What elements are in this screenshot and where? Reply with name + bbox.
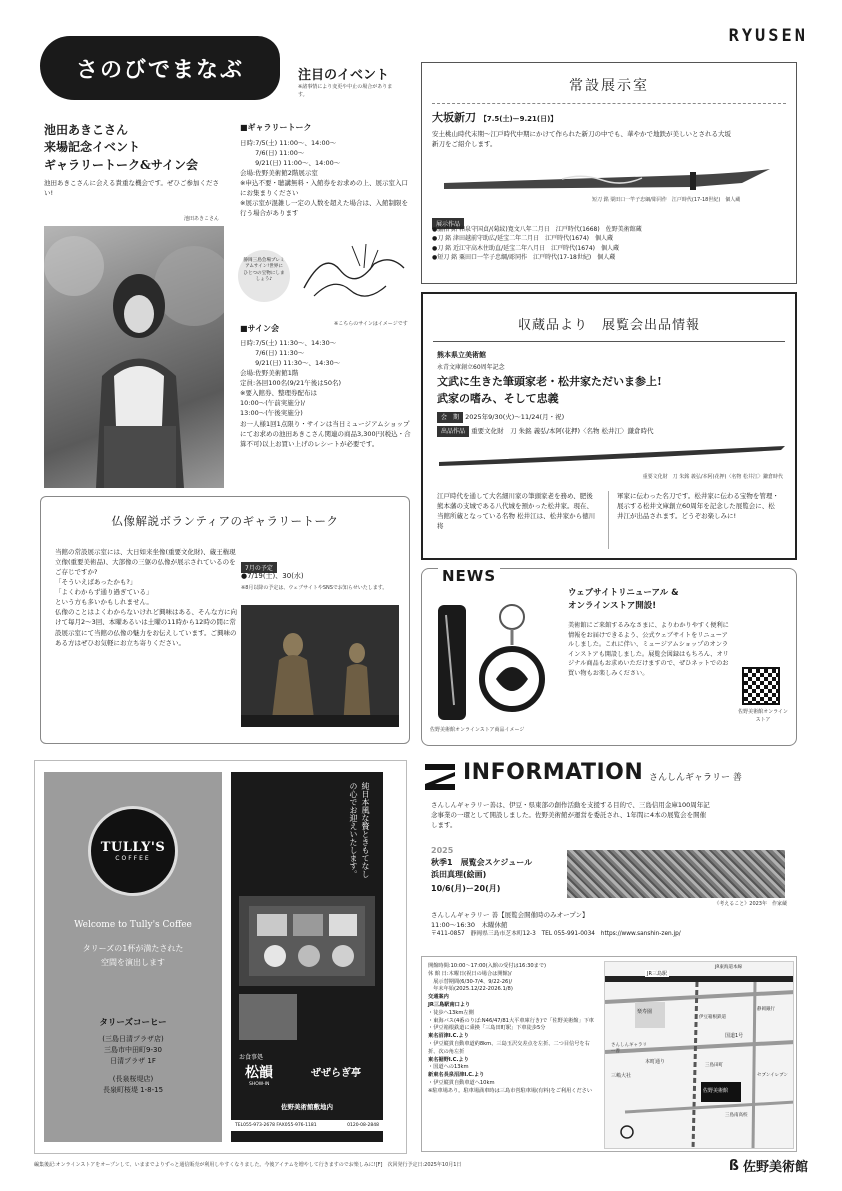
tullys-store: (三島日清プラザ店) xyxy=(102,1035,164,1043)
sign-line: 13:00〜(午後実施分) xyxy=(240,409,303,418)
map-label-sanshin: さんしんギャラリー善 xyxy=(611,1043,647,1054)
restaurant-ad xyxy=(231,772,383,1142)
artwork-image xyxy=(567,850,785,898)
sign-line: 会場:佐野美術館1階 xyxy=(240,369,299,378)
exhibit-title: 大坂新刀 xyxy=(432,111,476,124)
gallery-hours: 11:00〜16:30 木曜休館 xyxy=(431,921,508,930)
info-artist: 浜田真理(絵画) xyxy=(431,870,487,879)
info-title: INFORMATION xyxy=(463,760,644,785)
news-title-line: ウェブサイトリニューアル & xyxy=(568,588,679,598)
event-section xyxy=(44,118,414,488)
access-line: ・伊豆箱根鉄道に乗換「三島田町駅」下車徒歩5分 xyxy=(428,1025,546,1032)
sword-caption: 短刀 銘 粟田口一竿子忠綱/彫同作 江戸時代(17-18世紀) 個人蔵 xyxy=(592,197,741,203)
loan-museum: 熊本県立美術館 xyxy=(437,351,486,359)
access-section xyxy=(421,956,797,1152)
tullys-ad xyxy=(44,772,222,1142)
talk-line: 7/6(日) 11:00〜 xyxy=(240,149,305,158)
news-label: NEWS xyxy=(442,567,497,585)
sign-heading: ■サイン会 xyxy=(240,324,279,333)
talk-line: ※展示室が混雑し一定の人数を超えた場合は、入館制限を行う場合があります xyxy=(240,199,408,218)
buddha-body: 当館の常設展示室には、大日如来坐像(重要文化財)、蔵王権現立像(重要美術品)、大部像の三躯の仏像が展示されているのをご存じですか? xyxy=(55,548,236,577)
artwork-caption: 《考えること》2023年 作家蔵 xyxy=(714,901,787,907)
product-caption: 佐野美術館オンラインストア商品イメージ xyxy=(430,727,525,733)
event-title-line: 来場記念イベント xyxy=(44,140,141,155)
item-label: 出品作品 xyxy=(437,426,469,437)
info-dates: 10/6(月)ー20(月) xyxy=(431,884,501,893)
restaurant-freecall: 0120-08-2848 xyxy=(347,1123,379,1128)
schedule-label: 7月の予定 xyxy=(241,562,277,573)
column-logo xyxy=(40,36,280,100)
events-title: 注目のイベント xyxy=(298,68,390,83)
work-item: ●短刀 銘 粟田口一竿子忠綱/彫同作 江戸時代(17-18世紀) 個人蔵 xyxy=(432,253,616,261)
map-label-bank: 静岡銀行 xyxy=(757,1007,775,1012)
loan-headline: 文武に生きた筆頭家老・松井家ただいま参上! xyxy=(437,375,662,388)
signature-caption: ※こちらのサインはイメージです xyxy=(334,321,408,327)
news-badge xyxy=(438,567,500,585)
access-line: ・徒歩へ13km左側 xyxy=(428,1009,474,1016)
permanent-exhibit-section xyxy=(421,62,797,284)
map-label-line1: JR東海道本線 xyxy=(715,965,742,970)
loan-headline: 武家の嗜み、そして忠義 xyxy=(437,391,559,405)
sign-line: 日時:7/5(土) 11:30〜、14:30〜 xyxy=(240,339,337,347)
talk-line: ※申込不要・聴講無料・入館券をお求めの上、展示室入口にお集まりください xyxy=(240,179,408,198)
information-section xyxy=(421,760,797,956)
work-item: ●脇指 銘 和泉守国貞/(菊紋)寛文八年二月日 江戸時代(1668) 佐野美術館蔵 xyxy=(432,226,642,233)
info-schedule-title: 秋季1 展覧会スケジュール xyxy=(431,858,533,867)
restaurant-label-left: お食事処 xyxy=(239,1054,264,1061)
restaurant-heading-text: 純日本風な贅ときもてなしの心でお迎えいたします。 xyxy=(349,782,370,878)
event-title-line: 池田あきこさん xyxy=(44,123,129,137)
map-label-park: 楽寿園 xyxy=(637,1009,653,1015)
sign-line: 9/21(日) 11:30〜、14:30〜 xyxy=(240,359,341,368)
map-label-tamachi: 三島田町 xyxy=(705,1063,723,1068)
gallery-line: さんしんギャラリー 善【展覧会開催時のみオープン】 xyxy=(431,911,589,919)
schedule-note: ※8月以降の予定は、ウェブサイトやSNSでお知らせいたします。 xyxy=(241,585,388,591)
tullys-address: 日清プラザ 1F xyxy=(110,1057,156,1066)
access-map xyxy=(604,961,794,1149)
tullys-store: (長泉桜堤店) xyxy=(112,1074,154,1083)
buddha-title: 仏像解説ボランティアのギャラリートーク xyxy=(111,514,339,528)
access-line: 年末年始(2025.12/22-2026.1/8) xyxy=(428,986,513,993)
tullys-name: タリーズコーヒー xyxy=(99,1018,167,1028)
access-line: ・国道への13km xyxy=(428,1064,469,1071)
tullys-address: 三島市中田町9-30 xyxy=(104,1046,162,1055)
news-body: 美術館にご来館するみなさまに、よりわかりやすく便利に情報をお届けできるよう、公式ウェブサイトをリニューアルしました。これに伴い、ミュージアムショップのオンラインストアも開設しました。展覧会図録はもちろん、オリジナル商品もお求めいただけますので、ぜひネットでのお買い物もお楽しみください。 xyxy=(568,622,729,678)
sign-line: お一人様1回1点限り・サインは当日ミュージアムショップにてお求めの池田あきこさん関連の商品3,300円(税込・合算不可)以上お買い上げのレシートが必要です。 xyxy=(240,419,411,448)
restaurant-name-left-sub: SHOW-IN xyxy=(249,1082,270,1087)
event-intro: 池田あきこさんに会える貴重な機会です。ぜひご参加ください! xyxy=(44,179,219,198)
bubble-text: 静岡三島会場プレミアムサイン!世界にひとつの宝物にしましょう♪ xyxy=(243,258,285,283)
map-label-route1: 国道1号 xyxy=(725,1033,744,1039)
access-line: 東名沼津I.C.より xyxy=(428,1033,469,1040)
loan-title: 収蔵品より 展覧会出品情報 xyxy=(517,318,700,333)
access-line: 開館時間:10:00〜17:00(入館の受付は16:30まで) xyxy=(428,963,547,969)
product-image xyxy=(432,595,550,725)
loan-period: 2025年9/30(火)〜11/24(月・祝) xyxy=(465,413,565,421)
tullys-welcome: Welcome to Tully's Coffee xyxy=(74,920,192,930)
map-label-street: 本町通り xyxy=(645,1059,666,1065)
loan-sword-image xyxy=(437,444,787,472)
access-line: 東名裾野I.C.より xyxy=(428,1056,469,1063)
schedule-dates: ●7/19(土)、30(水) xyxy=(241,572,304,580)
map-label-museum: 佐野美術館 xyxy=(703,1088,729,1094)
artist-photo xyxy=(44,226,224,488)
map-label-school: 三島南高校 xyxy=(725,1113,748,1118)
food-photo xyxy=(239,896,375,986)
gallery-address: 〒411-0857 静岡県三島市芝本町12-3 TEL 055-991-0034 https://www.sanshin-zen.jp/ xyxy=(431,931,681,938)
tullys-logo-sub: COFFEE xyxy=(115,855,151,862)
footer-museum: 佐野美術館 xyxy=(742,1160,808,1175)
brand-wordmark: RYUSEN xyxy=(728,26,808,46)
museum-logo-icon: ß xyxy=(728,1157,739,1174)
column-logo-text: さのびでまなぶ xyxy=(75,57,244,83)
buddha-body: 「そういえばあったかも?」 xyxy=(55,578,137,587)
sword-image xyxy=(442,163,772,197)
restaurant-tel: TEL055-973-2678 FAX055-976-1181 xyxy=(235,1123,317,1128)
map-label-temple: 三嶋大社 xyxy=(611,1073,632,1079)
sign-line: 定員:各回100名(9/21午後は50名) xyxy=(240,379,342,388)
talk-line: 9/21(日) 11:00〜、14:00〜 xyxy=(240,159,341,168)
signature-image xyxy=(294,240,414,310)
speech-bubble xyxy=(238,250,290,302)
access-line: ・伊豆縦貫自動車道へ10km xyxy=(428,1079,495,1086)
photo-caption: 池田あきこさん xyxy=(184,216,220,222)
access-line: ※駐車場あり。駐車場満車時は三島市営駐車場(有料)をご利用ください xyxy=(428,1087,593,1094)
info-logo-icon xyxy=(425,764,455,790)
info-intro: さんしんギャラリー善は、伊豆・県東部の創作活動を支援する目的で、三島信用金庫100周年記念事業の一環として開設しました。佐野美術館が運営を委託され、1年間に4本の展覧会を開催します。 xyxy=(431,801,710,830)
news-section xyxy=(421,568,797,746)
tullys-logo xyxy=(88,806,178,896)
tullys-logo-text: TULLY'S xyxy=(100,840,166,855)
qr-code xyxy=(742,667,780,705)
restaurant-name-right: ぜぜらぎ亭 xyxy=(311,1068,361,1079)
map-label-store: セブンイレブン xyxy=(757,1073,788,1078)
loan-sword-caption: 重要文化財 刀 朱銘 義弘/本阿(花押)〈名物 松井江〉鎌倉時代 xyxy=(642,474,783,480)
news-title-line: オンラインストア開設! xyxy=(568,600,657,611)
qr-caption: 佐野美術館オンラインストア xyxy=(738,709,788,723)
loan-sub: 永青文庫創立60周年記念 xyxy=(437,364,505,371)
access-line: 交通案内 xyxy=(428,994,449,1001)
exhibit-dates: 【7.5(土)ー9.21(日)】 xyxy=(479,115,558,123)
work-item: ●刀 銘 近江守高木住助直/延宝二年八月日 江戸時代(1674) 個人蔵 xyxy=(432,244,620,252)
buddha-body: 仏像のことはよくわからないけれど興味はある、そんな方に向けて毎月2〜3回、本曜あるいは土曜の11時から12時の間に常設展示室にて当館の仏像の魅力をお伝えしています。ご興味のある方はぜひお気軽にお立ち寄りください。 xyxy=(55,608,237,647)
talk-line: 会場:佐野美術館2階展示室 xyxy=(240,169,318,178)
loan-body-col2: 軍家に伝わった名刀です。松井家に伝わる宝物を管理・展示する松井文庫創立60周年を記念した展覧会に、松井江が出品されます。どうぞお楽しみに! xyxy=(617,492,779,521)
event-title-line: ギャラリートーク&サイン会 xyxy=(44,157,198,172)
access-line: 展示替期間(6/30-7/4、9/22-26)/ xyxy=(428,978,513,985)
tullys-tagline: 空間を演出します xyxy=(101,957,165,967)
tullys-address: 長泉町桜堤 1-8-15 xyxy=(102,1085,164,1094)
map-label-line2: 伊豆箱根鉄道 xyxy=(699,1015,726,1020)
sign-line: 7/6(日) 11:30〜 xyxy=(240,349,305,358)
info-year: 2025 xyxy=(431,846,454,855)
access-line: ・伊豆縦貫自動車道約8km、三島玉沢交差点を左折、二つ目信号を右折、次の角左折 xyxy=(428,1040,590,1055)
access-line: JR三島駅南口より xyxy=(428,1001,471,1008)
garden-photo xyxy=(239,994,297,1040)
info-subtitle: さんしんギャラリー 善 xyxy=(649,773,742,783)
loan-item: 重要文化財 刀 朱銘 義弘/本阿(花押)〈名物 松井江〉鎌倉時代 xyxy=(471,427,654,435)
loan-section xyxy=(421,292,797,560)
permanent-title: 常設展示室 xyxy=(569,78,649,94)
sign-line: ※要入館券、整理券配布は xyxy=(240,389,317,398)
talk-line: 日時:7/5(土) 11:00〜、14:00〜 xyxy=(240,139,337,147)
events-note: ※諸事情により変更や中止の場合があります。 xyxy=(298,84,393,98)
works-label: 展示作品 xyxy=(432,218,464,229)
buddha-body: という方も多いかもしれません。 xyxy=(55,598,153,607)
exhibit-desc: 安土桃山時代末期〜江戸時代中期にかけて作られた新刀の中でも、華やかで地鉄が美しいとされる大坂新刀をご紹介します。 xyxy=(432,130,731,149)
restaurant-name-left: 松韻 xyxy=(245,1065,273,1081)
footer-note: 編集後記:オンラインストアをオープンして、いままでよりずっと通信販売が利用しやすくなりました。今後アイテムを増やして行きますのでお楽しみに![F] 次回発行予定日:2025年10月1日 xyxy=(34,1162,462,1168)
sign-line: 10:00〜(午前実施分)/ xyxy=(240,399,305,408)
period-label: 会 期 xyxy=(437,412,463,423)
buddha-body: 「よくわからず通り過ぎている」 xyxy=(55,588,153,597)
restaurant-heading xyxy=(281,782,371,882)
buddha-photo xyxy=(241,605,399,727)
tullys-tagline: タリーズの1杯が満たされた xyxy=(82,944,184,953)
access-line: ・東海バス(4番のりば:N46/47/81大平車庫行き)で「佐野美術館」下車 xyxy=(428,1017,594,1024)
talk-heading: ■ギャラリートーク xyxy=(240,123,312,132)
work-item: ●刀 銘 津田越前守助広/延宝二年二月日 江戸時代(1674) 個人蔵 xyxy=(432,235,614,243)
map-label-station: JR三島駅 xyxy=(647,971,667,977)
buddha-talk-section xyxy=(40,496,410,744)
restaurant-footer: 佐野美術館敷地内 xyxy=(281,1103,333,1111)
access-line: 休 館 日:木曜日(祝日の場合は開館)/ xyxy=(428,970,512,977)
loan-body-col1: 江戸時代を通して大名細川家の筆頭家老を務め、肥後熊本藩の支城である八代城を預かった松井家。現在、当館所蔵となっている名物 松井江は、松井家から徳川将 xyxy=(437,492,596,531)
access-line: 新東名長泉沼津I.C.より xyxy=(428,1072,485,1079)
